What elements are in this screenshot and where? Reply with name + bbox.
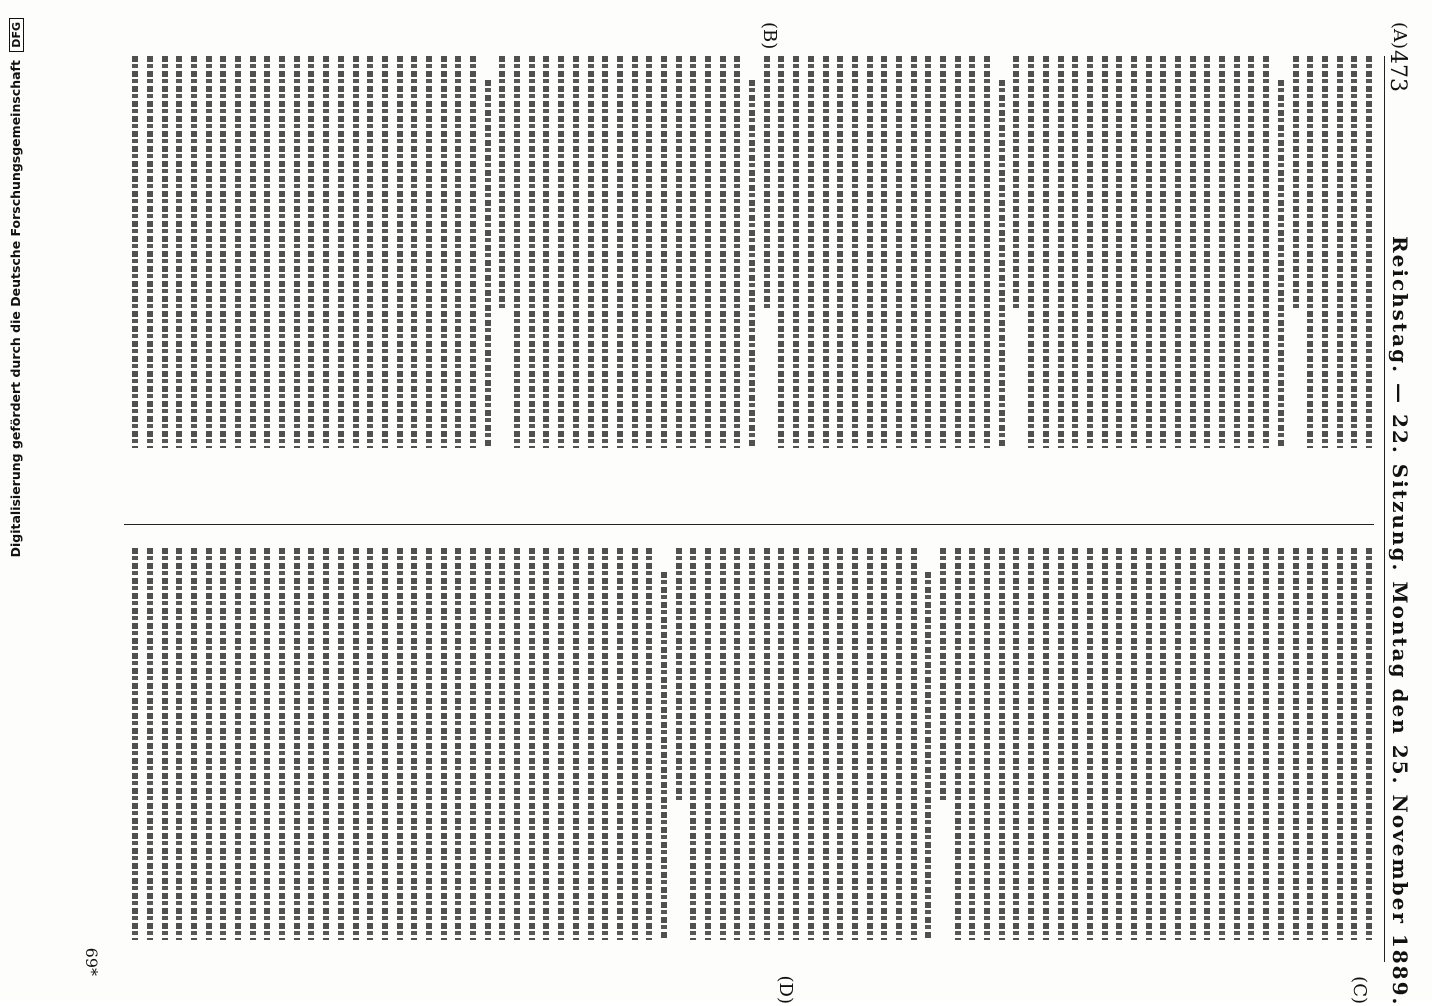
text-line [612, 548, 627, 940]
text-line [1303, 548, 1318, 940]
text-line [1244, 56, 1259, 448]
text-line [274, 56, 289, 448]
text-line [1214, 56, 1229, 448]
text-line [1053, 548, 1068, 940]
text-line [319, 56, 334, 448]
text-line [935, 56, 950, 448]
text-line [554, 56, 569, 448]
text-line [142, 548, 157, 940]
text-line [906, 56, 921, 448]
text-line [1214, 548, 1229, 940]
text-column-right [128, 548, 1376, 940]
text-line [157, 56, 172, 448]
text-line [965, 56, 980, 448]
text-line [598, 56, 613, 448]
text-line [935, 548, 950, 940]
text-line [759, 56, 774, 448]
text-line [128, 56, 143, 448]
margin-label-a: (A) [1389, 22, 1410, 50]
text-line [289, 56, 304, 448]
text-line [363, 56, 378, 448]
text-line [730, 56, 745, 448]
column-divider [124, 524, 1374, 525]
text-line [539, 548, 554, 940]
text-line [1200, 56, 1215, 448]
text-line [186, 548, 201, 940]
text-line [1288, 56, 1303, 448]
text-line [1082, 548, 1097, 940]
text-line [1259, 56, 1274, 448]
margin-label-b: (B) [759, 22, 780, 50]
text-line [1112, 56, 1127, 448]
text-line [921, 56, 936, 448]
text-line [319, 548, 334, 940]
text-line [1053, 56, 1068, 448]
text-line [201, 548, 216, 940]
text-line [451, 548, 466, 940]
text-line [230, 56, 245, 448]
text-line [1361, 548, 1376, 940]
text-line [671, 56, 686, 448]
text-line [921, 548, 936, 940]
text-line [759, 548, 774, 940]
text-line [377, 56, 392, 448]
text-line [304, 56, 319, 448]
text-line [436, 548, 451, 940]
text-line [642, 56, 657, 448]
margin-label-d: (D) [775, 975, 796, 1004]
text-line [789, 548, 804, 940]
text-line [656, 56, 671, 448]
text-line [1288, 548, 1303, 940]
text-line [818, 548, 833, 940]
text-line [465, 548, 480, 940]
text-line [465, 56, 480, 448]
text-line [421, 56, 436, 448]
text-line [1361, 56, 1376, 448]
text-line [847, 56, 862, 448]
text-line [715, 56, 730, 448]
text-line [994, 548, 1009, 940]
text-line [1317, 548, 1332, 940]
text-line [1126, 548, 1141, 940]
text-line [994, 56, 1009, 448]
text-line [700, 56, 715, 448]
text-line [744, 548, 759, 940]
text-line [333, 56, 348, 448]
text-line [539, 56, 554, 448]
text-line [627, 56, 642, 448]
text-line [1273, 56, 1288, 448]
text-line [744, 56, 759, 448]
text-line [891, 56, 906, 448]
text-line [495, 56, 510, 448]
text-line [965, 548, 980, 940]
text-line [1170, 548, 1185, 940]
text-line [407, 56, 422, 448]
text-line [1009, 548, 1024, 940]
text-line [421, 548, 436, 940]
text-line [524, 548, 539, 940]
text-line [583, 548, 598, 940]
text-line [568, 548, 583, 940]
text-line [230, 548, 245, 940]
text-line [1141, 548, 1156, 940]
text-line [1156, 56, 1171, 448]
text-column-left [128, 56, 1376, 448]
text-line [1273, 548, 1288, 940]
text-line [407, 548, 422, 940]
text-line [568, 56, 583, 448]
text-line [1317, 56, 1332, 448]
text-line [950, 56, 965, 448]
text-line [1332, 548, 1347, 940]
text-line [686, 56, 701, 448]
text-line [833, 548, 848, 940]
text-line [1303, 56, 1318, 448]
text-line [1141, 56, 1156, 448]
text-line [1229, 56, 1244, 448]
text-line [1097, 56, 1112, 448]
text-line [833, 56, 848, 448]
text-line [363, 548, 378, 940]
text-line [1156, 548, 1171, 940]
text-line [627, 548, 642, 940]
text-line [260, 548, 275, 940]
margin-label-c: (C) [1349, 976, 1370, 1004]
text-line [862, 56, 877, 448]
header-rule [1384, 56, 1385, 962]
text-line [1068, 56, 1083, 448]
text-line [877, 56, 892, 448]
text-line [789, 56, 804, 448]
text-line [979, 548, 994, 940]
text-line [1068, 548, 1083, 940]
signature-mark: 69* [82, 947, 101, 976]
text-line [524, 56, 539, 448]
text-line [128, 548, 143, 940]
text-line [216, 56, 231, 448]
text-line [1038, 548, 1053, 940]
credit-text: Digitalisierung gefördert durch die Deutsche Forschungsgemeinschaft [8, 60, 23, 558]
text-line [157, 548, 172, 940]
text-line [686, 548, 701, 940]
text-line [1185, 56, 1200, 448]
digitization-credit [8, 18, 26, 986]
text-line [1097, 548, 1112, 940]
text-line [700, 548, 715, 940]
text-line [480, 548, 495, 940]
text-line [1244, 548, 1259, 940]
text-line [1024, 56, 1039, 448]
text-line [451, 56, 466, 448]
text-line [803, 548, 818, 940]
text-line [1082, 56, 1097, 448]
text-line [656, 548, 671, 940]
text-line [216, 548, 231, 940]
text-line [1200, 548, 1215, 940]
text-line [142, 56, 157, 448]
text-line [891, 548, 906, 940]
text-line [598, 548, 613, 940]
text-line [950, 548, 965, 940]
text-line [348, 548, 363, 940]
text-line [289, 548, 304, 940]
text-line [1347, 56, 1362, 448]
text-line [186, 56, 201, 448]
text-line [1259, 548, 1274, 940]
text-line [480, 56, 495, 448]
text-line [1229, 548, 1244, 940]
text-line [862, 548, 877, 940]
text-line [774, 56, 789, 448]
text-line [906, 548, 921, 940]
text-line [1038, 56, 1053, 448]
text-line [436, 56, 451, 448]
text-line [803, 56, 818, 448]
text-line [774, 548, 789, 940]
text-line [377, 548, 392, 940]
text-line [333, 548, 348, 940]
text-line [172, 548, 187, 940]
text-line [554, 548, 569, 940]
text-line [348, 56, 363, 448]
text-line [877, 548, 892, 940]
text-line [671, 548, 686, 940]
text-line [392, 56, 407, 448]
text-line [583, 56, 598, 448]
text-line [201, 56, 216, 448]
text-line [730, 548, 745, 940]
text-line [1009, 56, 1024, 448]
text-line [715, 548, 730, 940]
page-number: 473 [1385, 50, 1410, 92]
text-line [818, 56, 833, 448]
running-title: Reichstag. — 22. Sitzung. Montag den 25. November 1889. [1388, 236, 1412, 1006]
text-line [1112, 548, 1127, 940]
text-line [495, 548, 510, 940]
text-line [1347, 548, 1362, 940]
text-line [304, 548, 319, 940]
text-line [847, 548, 862, 940]
text-line [979, 56, 994, 448]
dfg-logo: DFG [9, 18, 24, 52]
text-line [1024, 548, 1039, 940]
text-line [392, 548, 407, 940]
text-line [245, 548, 260, 940]
text-line [1170, 56, 1185, 448]
text-line [612, 56, 627, 448]
text-line [172, 56, 187, 448]
text-line [509, 56, 524, 448]
text-line [509, 548, 524, 940]
page-content [82, 16, 1416, 1006]
page-header [1385, 16, 1416, 1006]
rotated-page-frame [82, 16, 1416, 1006]
text-line [642, 548, 657, 940]
text-line [1332, 56, 1347, 448]
text-line [1126, 56, 1141, 448]
text-line [1185, 548, 1200, 940]
text-line [260, 56, 275, 448]
text-line [274, 548, 289, 940]
text-line [245, 56, 260, 448]
